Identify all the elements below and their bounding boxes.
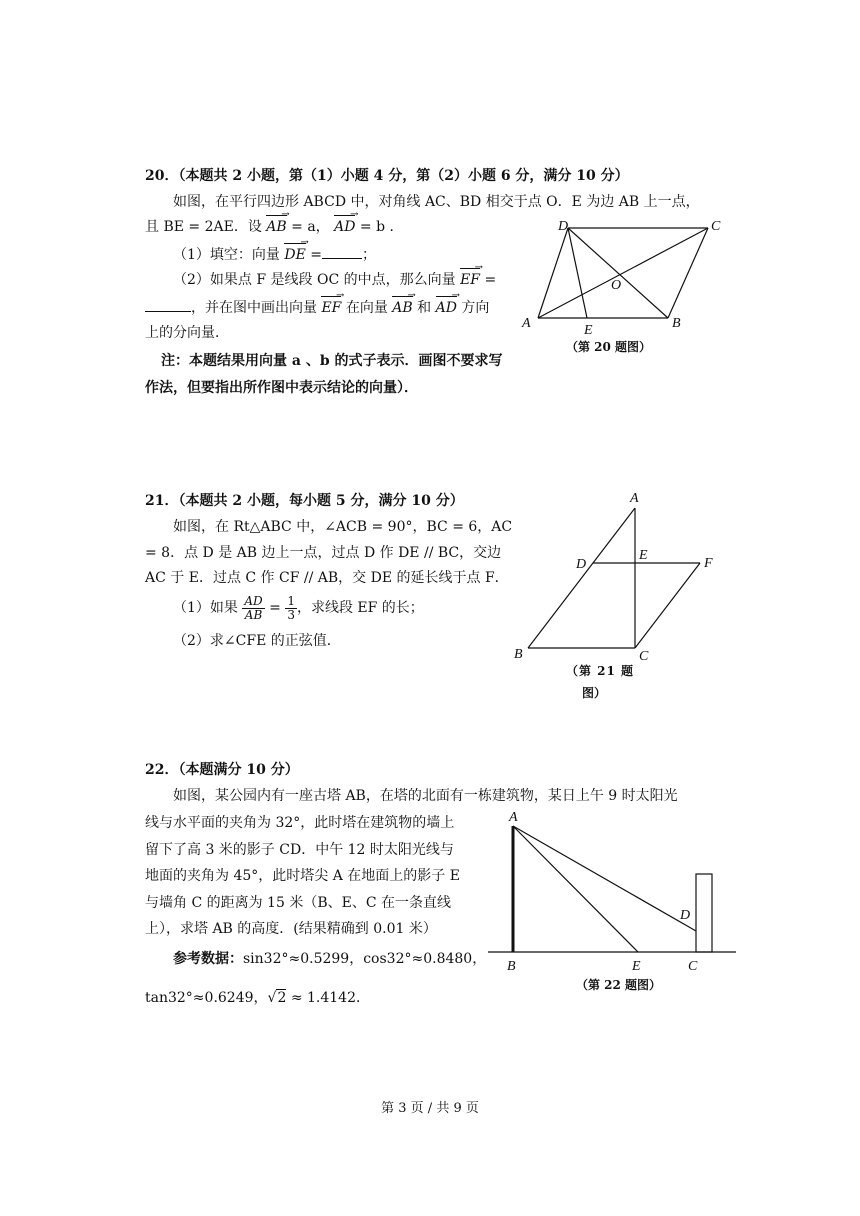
- q20-part-1c: ；: [362, 247, 376, 263]
- vector-ab-2: AB →: [392, 298, 412, 319]
- figure-21-triangle: [510, 488, 725, 663]
- q21-part-1: [173, 590, 424, 626]
- frac-den-ab: AB: [244, 607, 263, 622]
- q22-line-3: 留下了高 3 米的影子 CD．中午 12 时太阳光线与: [145, 842, 454, 858]
- q21-part-1a: （1）如果: [173, 600, 238, 616]
- q22-line-2: 线与水平面的夹角为 32°，此时塔在建筑物的墙上: [145, 815, 455, 831]
- q22-reference-values-1: sin32°≈0.5299，cos32°≈0.8480，: [243, 951, 487, 967]
- vector-ab: AB →: [266, 217, 286, 238]
- q22-reference-values-3: ≈ 1.4142．: [286, 990, 370, 1006]
- label-c: C: [688, 959, 698, 974]
- label-e: E: [632, 959, 641, 974]
- vector-ad-2: AD →: [436, 298, 457, 319]
- q20-part-2f: 方向: [456, 300, 490, 316]
- q20-line-1: 如图，在平行四边形 ABCD 中，对角线 AC、BD 相交于点 O．E 为边 AB 上一点，: [173, 194, 700, 210]
- vector-ef-2: EF →: [321, 298, 341, 319]
- q22-reference-label: 参考数据：: [173, 951, 243, 967]
- frac-num-ad: AD: [244, 593, 263, 608]
- fraction-one-third: [285, 595, 297, 622]
- q22-reference-2: [145, 988, 370, 1009]
- label-b: B: [514, 647, 523, 662]
- label-d: D: [680, 908, 691, 923]
- sqrt-symbol: √: [267, 990, 277, 1006]
- fraction-ad-ab: [242, 595, 264, 622]
- q20-part-2d: 在向量: [341, 300, 393, 316]
- label-a: A: [509, 810, 518, 825]
- q22-heading: 22．（本题满分 10 分）: [145, 762, 299, 778]
- q20-part-1b: =: [305, 247, 322, 263]
- answer-blank-1[interactable]: [322, 244, 362, 259]
- q22-line-4: 地面的夹角为 45°，此时塔尖 A 在地面上的影子 E: [145, 868, 460, 884]
- q21-eq: =: [264, 600, 286, 616]
- label-b: B: [507, 959, 516, 974]
- figure-20-caption: （第 20 题图）: [566, 340, 652, 354]
- q20-eq-b: = b ．: [355, 219, 404, 235]
- q20-eq-a: = a，: [286, 219, 330, 235]
- sqrt-radicand: 2: [277, 990, 287, 1006]
- q21-part-1b: ，求线段 EF 的长；: [296, 600, 424, 616]
- building: [696, 874, 712, 952]
- q21-line-1: 如图，在 Rt△ABC 中，∠ACB = 90°，BC = 6，AC: [173, 519, 513, 535]
- label-e: E: [639, 548, 648, 563]
- q22-reference-values-2: tan32°≈0.6249，: [145, 990, 268, 1006]
- q21-heading: 21．（本题共 2 小题，每小题 5 分，满分 10 分）: [145, 493, 464, 509]
- label-b: B: [672, 316, 681, 331]
- q20-note-2: 作法，但要指出所作图中表示结论的向量）．: [145, 380, 418, 396]
- vector-ef: EF →: [460, 270, 480, 291]
- label-c: C: [711, 219, 721, 234]
- q20-part-2b: =: [480, 272, 497, 288]
- label-a: A: [522, 316, 531, 331]
- segment-de: [568, 228, 587, 318]
- label-e: E: [584, 323, 593, 338]
- label-a: A: [630, 491, 639, 506]
- label-d: D: [558, 219, 569, 234]
- q21-line-2: = 8．点 D 是 AB 边上一点，过点 D 作 DE // BC，交边: [145, 545, 502, 561]
- q22-reference-1: [173, 949, 486, 970]
- q22-line-6: 上），求塔 AB 的高度．(结果精确到 0.01 米）: [145, 921, 437, 937]
- frac-num-1: 1: [287, 593, 295, 608]
- answer-blank-2[interactable]: [145, 297, 191, 312]
- q21-part-2: （2）求∠CFE 的正弦值．: [173, 633, 341, 649]
- q20-part-2-line-1: [173, 270, 496, 291]
- q21-line-3: AC 于 E．过点 C 作 CF // AB，交 DE 的延长线于点 F．: [145, 570, 509, 586]
- q20-note-1: 注：本题结果用向量 a 、b 的式子表示．画图不要求写: [161, 353, 503, 369]
- q20-part-1: [173, 244, 376, 266]
- q20-line-2: [145, 217, 404, 238]
- diagonal-bd: [568, 228, 668, 318]
- q20-part-2e: 和: [412, 300, 436, 316]
- figure-21-caption-2: 图）: [582, 686, 607, 700]
- label-d: D: [576, 557, 587, 572]
- label-c: C: [639, 649, 649, 663]
- q20-part-1a: （1）填空：向量: [173, 247, 285, 263]
- frac-den-3: 3: [287, 607, 295, 622]
- ray-ad: [513, 826, 696, 931]
- q20-part-2c: ，并在图中画出向量: [191, 300, 322, 316]
- q22-line-5: 与墙角 C 的距离为 15 米（B、E、C 在一条直线: [145, 895, 451, 911]
- figure-21-caption-1: （第 21 题: [566, 664, 635, 678]
- label-o: O: [611, 278, 622, 293]
- q22-line-1: 如图，某公园内有一座古塔 AB，在塔的北面有一栋建筑物，某日上午 9 时太阳光: [173, 788, 678, 804]
- q20-heading: 20．（本题共 2 小题，第（1）小题 4 分，第（2）小题 6 分，满分 10 分）: [145, 168, 629, 184]
- segment-cf: [635, 563, 700, 648]
- figure-22-caption: （第 22 题图）: [576, 978, 662, 992]
- q20-part-2a: （2）如果点 F 是线段 OC 的中点，那么向量: [173, 272, 461, 288]
- figure-22-tower: [488, 806, 738, 976]
- side-cb: [668, 228, 708, 318]
- vector-de: DE →: [284, 245, 305, 266]
- q20-part-2-line-3: 上的分向量．: [145, 325, 229, 341]
- vector-ad: AD →: [334, 217, 355, 238]
- label-f: F: [704, 556, 713, 571]
- q20-line-2a: 且 BE = 2AE．设: [145, 219, 267, 235]
- ray-ae: [513, 826, 638, 952]
- side-ab: [528, 508, 635, 648]
- page-footer: 第 3 页 / 共 9 页: [381, 1101, 479, 1116]
- q20-part-2-line-2: [145, 297, 489, 319]
